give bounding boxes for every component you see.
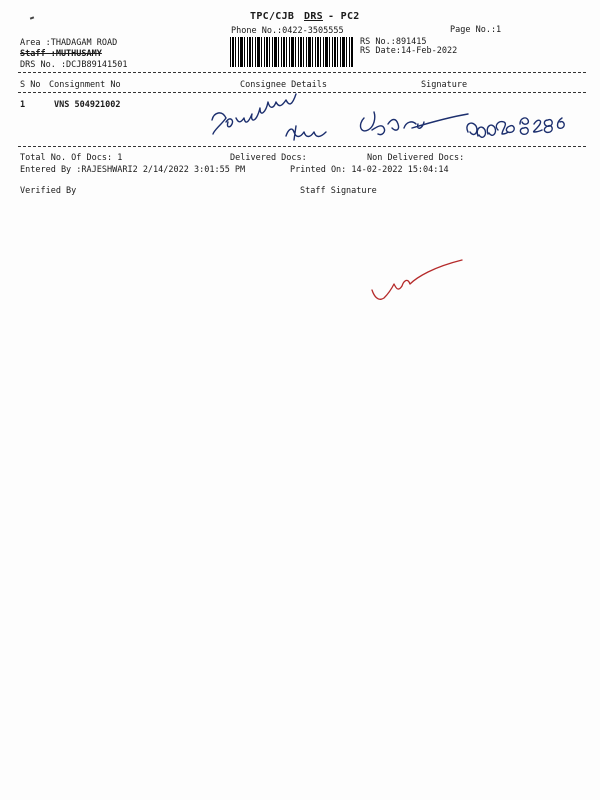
printed-on: Printed On: 14-02-2022 15:04:14	[290, 165, 449, 175]
phone-number: Phone No.:0422-3505555	[231, 26, 344, 36]
page-number: Page No.:1	[450, 25, 502, 35]
document-type: DRS	[304, 11, 323, 22]
branch-code: TPC/CJB	[250, 11, 295, 22]
row-sno: 1	[20, 100, 26, 110]
staff-signature-label: Staff Signature	[300, 186, 377, 196]
non-delivered-docs: Non Delivered Docs:	[367, 153, 465, 163]
row-consignment-number: VNS 504921002	[54, 100, 121, 110]
drs-number: DRS No. :DCJB89141501	[20, 60, 128, 70]
entered-by: Entered By :RAJESHWARI2 2/14/2022 3:01:55 PM	[20, 165, 246, 175]
handwritten-phone-number	[467, 118, 564, 137]
area-field: Area :THADAGAM ROAD	[20, 38, 118, 48]
rs-number: RS No.:891415	[360, 37, 427, 47]
column-header-consignee: Consignee Details	[240, 80, 327, 90]
verified-by-label: Verified By	[20, 186, 77, 196]
handwritten-consignee-name	[212, 94, 296, 134]
handwritten-consignee-name-line2	[286, 126, 326, 140]
divider-bottom	[18, 146, 586, 147]
route-code: - PC2	[328, 11, 360, 22]
rs-date: RS Date:14-Feb-2022	[360, 46, 458, 56]
delivered-docs: Delivered Docs:	[230, 153, 307, 163]
column-header-sno: S No	[20, 80, 41, 90]
column-header-consignment: Consignment No	[49, 80, 121, 90]
total-docs: Total No. Of Docs: 1	[20, 153, 123, 163]
column-header-signature: Signature	[421, 80, 468, 90]
handwritten-signature	[361, 112, 468, 135]
handwritten-red-mark	[372, 260, 462, 299]
staff-field: Staff :MUTHUSAMY	[20, 49, 102, 59]
